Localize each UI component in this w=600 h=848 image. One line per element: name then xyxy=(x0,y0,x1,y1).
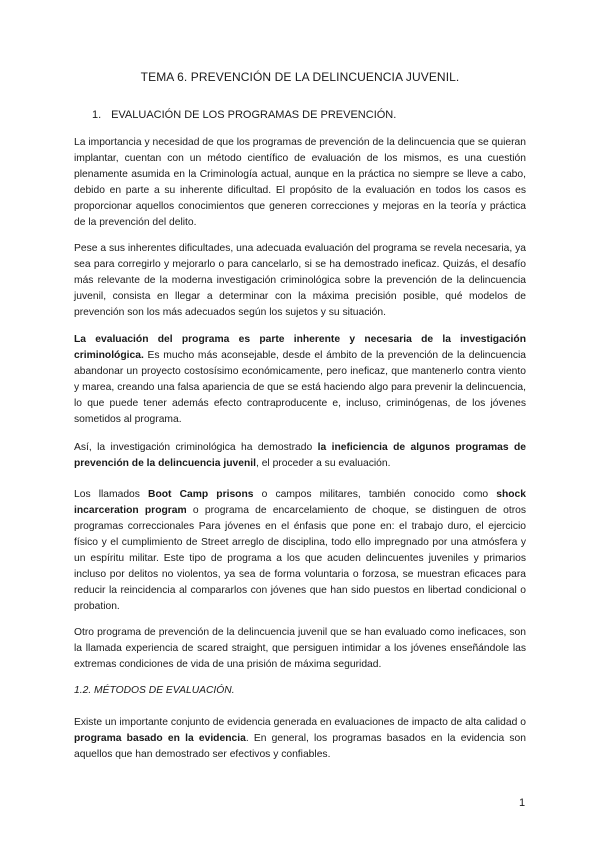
paragraph-text: Así, la investigación criminológica ha demostrado xyxy=(74,442,318,453)
bold-statement: La evaluación del programa es parte inherente y necesaria de la investigación criminológica. xyxy=(74,334,526,361)
paragraph-difficulties: Pese a sus inherentes dificultades, una adecuada evaluación del programa se revela necesaria, ya sea para corregirlo y mejorarlo o para cancelarlo, si se ha demostrado ineficaz. Quizás, el desafío más relevante de la moderna investigación criminológica sobre la prevención de la delincuencia juvenil, consista en llegar a determinar con la máxima precisión posible, qué modelos de prevención son los más adecuados según los sujetos y su situación. xyxy=(74,243,526,318)
bold-term: Boot Camp prisons xyxy=(148,489,254,500)
paragraph-text: o programa de encarcelamiento de choque, se distinguen de otros programas correccionales Para jóvenes en el énfasis que pone en: el trabajo duro, el ejercicio físico y el cumplimiento de Street arreglo de disciplina, todo ello impregnado por una atmósfera y un espíritu militar. Este tipo de programa a los que acuden delincuentes juveniles y primarios incluso por delitos no violentos, ya sea de forma voluntaria o forzosa, se muestran eficaces para reducir la reincidencia al compararlos con jóvenes que han sido puestos en libertad condicional o probation. xyxy=(74,505,527,612)
paragraph-evaluation-inherent xyxy=(74,332,526,428)
paragraph-text: o campos militares, también conocido como xyxy=(253,489,497,500)
paragraph-evidence xyxy=(74,715,526,763)
bold-statement: la ineficiencia de algunos programas de prevención de la delincuencia juvenil xyxy=(74,442,526,469)
document-title: TEMA 6. PREVENCIÓN DE LA DELINCUENCIA JUVENIL. xyxy=(140,70,460,84)
paragraph-text: . En general, los programas basados en la evidencia son aquellos que han demostrado ser efectivos y confiables. xyxy=(74,733,526,760)
paragraph-text: Existe un importante conjunto de evidencia generada en evaluaciones de impacto de alta calidad o xyxy=(74,717,526,728)
section-heading-1-2: 1.2. MÉTODOS DE EVALUACIÓN. xyxy=(74,685,235,696)
paragraph-text: Los llamados xyxy=(74,489,149,500)
section-heading-1 xyxy=(92,109,396,121)
page-number: 1 xyxy=(519,797,526,809)
paragraph-importance: La importancia y necesidad de que los programas de prevención de la delincuencia que se quieran implantar, cuentan con un método científico de evaluación de los mismos, es una cuestión plenamente asumida en la Criminología actual, aunque en la práctica no siempre se lleve a cabo, debido en parte a su inherente dificultad. El propósito de la evaluación en todos los casos es proporcionar aquellos conocimientos que generen correcciones y mejoras en la teoría y práctica de la prevención del delito. xyxy=(74,137,526,228)
paragraph-text: Es mucho más aconsejable, desde el ámbito de la prevención de la delincuencia abandonar un proyecto costosísimo económicamente, pero ineficaz, que mantenerlo contra viento y marea, creando una falsa apariencia de que se está haciendo algo para prevenir la delincuencia, lo que puede tener además efecto contraproducente e, incluso, criminógenas, de los jóvenes sometidos al programa. xyxy=(74,350,526,425)
paragraph-text: , el proceder a su evaluación. xyxy=(255,458,391,469)
paragraph-scared-straight: Otro programa de prevención de la delincuencia juvenil que se han evaluado como ineficaces, son la llamada experiencia de scared straight, que persiguen intimidar a los jóvenes enseñándole las extremas condiciones de vida de una prisión de máxima seguridad. xyxy=(74,627,526,670)
paragraph-inefficiency xyxy=(74,440,526,472)
section-number: 1. xyxy=(92,109,102,121)
bold-term: shock incarceration program xyxy=(74,489,527,516)
paragraph-boot-camp xyxy=(74,487,526,615)
bold-term: programa basado en la evidencia xyxy=(74,733,246,744)
section-label: EVALUACIÓN DE LOS PROGRAMAS DE PREVENCIÓN. xyxy=(111,109,397,121)
